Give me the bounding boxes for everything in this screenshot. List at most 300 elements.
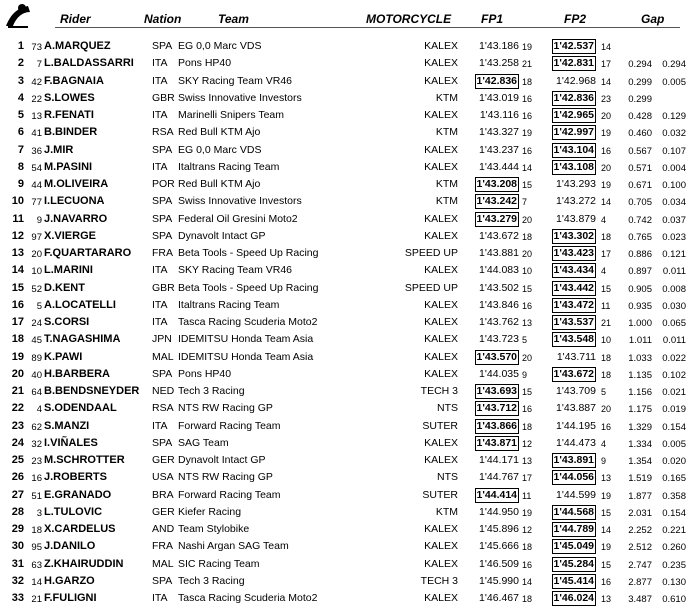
cell-lap2: 14 [601,42,612,52]
table-row [0,55,690,72]
cell-nation: JPN [152,333,172,346]
table-row [0,297,690,314]
cell-gap1: 1.000 [628,318,652,329]
cell-moto: NTS [437,471,458,484]
cell-pos: 23 [11,419,24,432]
cell-moto: KALEX [424,557,458,570]
cell-gap1: 0.299 [628,93,652,105]
cell-fp1: 1'43.444 [479,160,519,173]
cell-nation: ITA [152,419,168,432]
cell-fp2: 1'42.965 [553,109,594,121]
cell-lap2: 19 [601,128,612,139]
cell-lap1: 9 [522,369,528,380]
cell-fp2: 1'44.568 [553,505,594,518]
cell-nation: SPA [152,436,173,449]
cell-lap1: 11 [522,490,532,501]
cell-moto: KALEX [424,74,458,87]
cell-rider: S.LOWES [44,91,95,104]
table-row [0,469,690,486]
cell-lap1: 16 [522,145,533,156]
header-gap: Gap [641,12,665,26]
cell-lap2: 21 [601,318,612,328]
cell-rider: H.GARZO [44,574,95,587]
cell-gap2: 0.023 [662,231,686,243]
cell-lap2: 14 [601,525,612,535]
cell-num: 44 [31,180,42,191]
cell-pos: 32 [11,574,24,587]
cell-team: Beta Tools - Speed Up Racing [178,281,319,294]
table-row [0,331,690,348]
cell-gap1: 1.354 [628,456,652,467]
cell-team: NTS RW Racing GP [178,402,273,415]
table-row [0,159,690,176]
cell-nation: FRA [152,540,173,553]
cell-nation: GER [152,454,175,466]
table-row [0,193,690,210]
table-row [0,435,690,452]
cell-rider: F.FULIGNI [44,592,97,604]
cell-pos: 1 [17,40,24,52]
cell-gap1: 0.742 [628,214,652,226]
cell-fp1: 1'43.237 [479,143,519,156]
cell-rider: K.PAWI [44,350,83,363]
table-row [0,521,690,538]
cell-nation: GBR [152,91,175,104]
cell-num: 52 [31,283,42,295]
cell-gap2: 0.102 [662,369,686,381]
cell-pos: 24 [11,436,24,449]
cell-team: Tech 3 Racing [178,574,245,587]
cell-team: Dynavolt Intact GP [178,454,266,466]
cell-num: 95 [31,542,42,554]
cell-fp2: 1'43.887 [556,402,596,415]
cell-num: 4 [36,404,42,416]
table-row [0,573,690,590]
cell-num: 21 [31,594,42,605]
cell-fp1: 1'43.242 [476,195,517,208]
cell-gap2: 0.165 [662,473,686,485]
cell-pos: 29 [11,523,24,535]
cell-rider: S.ODENDAAL [44,402,117,415]
cell-num: 54 [31,162,42,174]
cell-team: Red Bull KTM Ajo [178,126,261,139]
cell-pos: 30 [11,540,24,553]
cell-fp2: 1'46.024 [553,592,594,604]
cell-pos: 12 [11,229,24,242]
cell-lap1: 12 [522,525,533,535]
cell-num: 77 [31,197,42,209]
cell-gap1: 1.877 [628,490,652,502]
cell-gap1: 0.460 [628,128,652,140]
table-header [0,0,690,28]
cell-gap1: 0.567 [628,145,652,157]
cell-team: Pons HP40 [178,367,232,380]
cell-fp2: 1'42.831 [553,57,594,70]
cell-moto: SPEED UP [404,247,458,259]
cell-num: 22 [31,93,42,105]
cell-rider: M.PASINI [44,160,93,173]
table-row [0,383,690,400]
cell-gap2: 0.034 [662,197,686,209]
cell-gap1: 1.175 [628,404,652,416]
cell-num: 64 [31,387,42,398]
cell-lap2: 4 [601,266,607,277]
cell-fp2: 1'44.195 [556,419,596,432]
cell-num: 10 [31,266,42,278]
cell-nation: MAL [152,350,174,363]
cell-fp1: 1'44.767 [479,471,519,484]
cell-nation: NED [152,385,175,397]
cell-team: Tech 3 Racing [178,385,245,397]
cell-pos: 6 [17,126,24,139]
cell-pos: 3 [17,74,24,87]
cell-num: 32 [31,438,42,450]
cell-fp1: 1'43.116 [479,109,519,121]
cell-nation: POR [152,178,175,190]
table-row [0,90,690,107]
cell-lap2: 23 [601,93,612,104]
cell-lap2: 19 [601,542,612,553]
table-row [0,107,690,124]
cell-rider: L.TULOVIC [44,505,103,518]
cell-lap1: 20 [522,214,533,225]
cell-gap1: 1.334 [628,438,652,450]
header-team: Team [218,12,249,26]
cell-num: 73 [31,42,42,53]
cell-nation: RSA [152,402,174,415]
cell-fp1: 1'43.208 [476,178,517,190]
cell-lap1: 14 [522,576,533,587]
cell-pos: 10 [11,195,24,208]
cell-gap1: 2.031 [628,507,652,519]
cell-fp1: 1'43.019 [479,91,519,104]
cell-lap1: 13 [522,456,533,466]
cell-team: Tasca Racing Scuderia Moto2 [178,316,318,328]
table-row [0,262,690,279]
cell-gap1: 1.011 [628,335,652,347]
cell-pos: 8 [17,160,24,173]
cell-moto: KALEX [424,540,458,553]
cell-lap2: 13 [601,473,612,484]
cell-gap1: 0.299 [628,76,652,88]
cell-lap1: 18 [522,542,533,553]
cell-lap2: 16 [601,145,612,156]
cell-lap2: 15 [601,283,612,294]
cell-lap1: 16 [522,559,533,570]
cell-gap1: 0.705 [628,197,652,209]
cell-rider: T.NAGASHIMA [44,333,121,346]
cell-team: Team Stylobike [178,523,250,535]
cell-fp1: 1'43.258 [479,57,519,70]
cell-gap2: 0.130 [662,576,686,588]
cell-fp2: 1'43.302 [553,229,594,242]
cell-num: 63 [31,559,42,571]
cell-gap2: 0.005 [662,76,686,88]
cell-fp2: 1'43.108 [553,160,594,173]
cell-gap2: 0.235 [662,559,686,571]
cell-moto: NTS [437,402,458,415]
cell-pos: 31 [11,557,24,570]
cell-team: EG 0,0 Marc VDS [178,143,262,156]
cell-lap1: 13 [522,318,533,328]
cell-moto: KTM [435,505,458,518]
cell-num: 5 [36,300,42,312]
cell-fp1: 1'42.836 [476,74,517,87]
cell-pos: 21 [11,385,24,397]
cell-nation: SPA [152,367,173,380]
table-row [0,38,690,55]
cell-gap2: 0.021 [662,387,686,398]
cell-rider: B.BENDSNEYDER [44,385,140,397]
cell-lap2: 16 [601,421,612,432]
table-row [0,314,690,331]
cell-gap2: 0.030 [662,300,686,312]
cell-num: 9 [36,214,42,226]
cell-lap2: 18 [601,369,612,380]
cell-lap1: 19 [522,507,533,518]
cell-team: Red Bull KTM Ajo [178,178,261,190]
cell-fp2: 1'43.423 [553,247,594,259]
cell-lap2: 20 [601,111,612,121]
table-row [0,73,690,90]
cell-moto: KTM [435,91,458,104]
cell-nation: FRA [152,247,173,259]
cell-nation: ITA [152,74,168,87]
cell-gap1: 0.294 [628,59,652,71]
cell-fp2: 1'43.104 [553,143,594,156]
cell-fp1: 1'43.846 [479,298,519,311]
cell-lap2: 5 [601,387,607,397]
cell-gap1: 1.135 [628,369,652,381]
cell-fp1: 1'44.083 [479,264,519,277]
cell-fp2: 1'43.537 [553,316,594,328]
table-row [0,124,690,141]
cell-team: Nashi Argan SAG Team [178,540,289,553]
cell-moto: KALEX [424,160,458,173]
cell-lap1: 5 [522,335,528,346]
cell-gap2: 0.005 [662,438,686,450]
cell-team: Tasca Racing Scuderia Moto2 [178,592,318,604]
cell-pos: 17 [11,316,24,328]
cell-lap2: 11 [601,300,611,311]
cell-moto: KALEX [424,436,458,449]
cell-team: Forward Racing Team [178,419,281,432]
cell-nation: ITA [152,298,168,311]
table-row [0,366,690,383]
cell-lap2: 15 [601,507,612,518]
cell-team: Beta Tools - Speed Up Racing [178,247,319,259]
cell-fp2: 1'43.442 [553,281,594,294]
table-row [0,538,690,555]
cell-fp2: 1'42.537 [553,40,594,52]
cell-rider: X.VIERGE [44,229,96,242]
cell-lap2: 4 [601,438,607,449]
cell-lap2: 19 [601,180,612,190]
cell-fp1: 1'43.866 [476,419,517,432]
cell-lap1: 19 [522,42,533,52]
cell-rider: D.KENT [44,281,85,294]
cell-rider: M.OLIVEIRA [44,178,109,190]
cell-gap2: 0.610 [662,594,686,605]
cell-pos: 16 [11,298,24,311]
cell-moto: TECH 3 [420,385,458,397]
cell-moto: KALEX [424,212,458,225]
table-row [0,228,690,245]
cell-fp1: 1'46.509 [479,557,519,570]
cell-moto: KALEX [424,367,458,380]
cell-nation: ITA [152,592,168,604]
cell-fp1: 1'45.666 [479,540,519,553]
cell-fp2: 1'43.548 [553,333,594,346]
header-fp2: FP2 [564,12,587,26]
cell-pos: 19 [11,350,24,363]
cell-lap1: 18 [522,231,533,242]
cell-num: 7 [36,59,42,71]
cell-gap2: 0.019 [662,404,686,416]
cell-fp1: 1'43.327 [479,126,519,139]
cell-rider: I.VIÑALES [44,436,98,449]
cell-rider: F.QUARTARARO [44,247,132,259]
cell-pos: 11 [12,212,24,225]
cell-rider: L.BALDASSARRI [44,57,134,70]
cell-gap1: 0.935 [628,300,652,312]
cell-gap2: 0.011 [662,335,686,347]
cell-moto: TECH 3 [420,574,458,587]
cell-fp1: 1'46.467 [479,592,519,604]
cell-pos: 14 [11,264,24,277]
cell-fp1: 1'43.672 [479,229,519,242]
cell-nation: BRA [152,488,174,501]
cell-gap2: 0.008 [662,283,686,295]
cell-moto: KALEX [424,592,458,604]
cell-lap1: 19 [522,128,533,139]
cell-team: NTS RW Racing GP [178,471,273,484]
cell-fp2: 1'43.891 [553,454,594,466]
cell-fp1: 1'44.414 [476,488,517,501]
cell-gap1: 1.519 [628,473,652,485]
cell-rider: L.MARINI [44,264,93,277]
cell-lap1: 18 [522,421,533,432]
header-motorcycle: MOTORCYCLE [366,12,452,26]
cell-nation: SPA [152,574,173,587]
cell-fp2: 1'45.049 [553,540,594,553]
cell-lap2: 4 [601,214,607,225]
cell-lap1: 14 [522,162,533,173]
cell-moto: KALEX [424,350,458,363]
cell-num: 18 [31,525,42,536]
cell-rider: R.FENATI [44,109,94,121]
cell-lap1: 16 [522,300,533,311]
cell-num: 62 [31,421,42,433]
cell-gap2: 0.100 [662,180,686,191]
cell-nation: AND [152,523,175,535]
cell-lap2: 10 [601,335,612,346]
cell-gap2: 0.121 [662,249,686,260]
cell-moto: SUTER [422,419,458,432]
cell-gap2: 0.107 [662,145,686,157]
cell-nation: ITA [152,160,168,173]
cell-nation: GBR [152,281,175,294]
cell-rider: X.CARDELUS [44,523,116,535]
cell-fp2: 1'42.997 [553,126,594,139]
cell-rider: M.SCHROTTER [44,454,125,466]
cell-gap1: 0.671 [628,180,652,191]
cell-pos: 33 [11,592,24,604]
cell-num: 42 [31,76,42,88]
cell-gap2: 0.154 [662,421,686,433]
cell-lap2: 14 [601,197,612,208]
cell-pos: 22 [11,402,24,415]
motorcycle-rider-icon [4,2,32,28]
table-row [0,556,690,573]
cell-lap2: 14 [601,76,612,87]
cell-nation: ITA [152,316,168,328]
cell-fp1: 1'43.712 [476,402,517,415]
cell-fp2: 1'45.284 [553,557,594,570]
cell-team: Italtrans Racing Team [178,298,280,311]
cell-fp1: 1'43.871 [476,436,517,449]
cell-lap1: 20 [522,352,533,363]
cell-moto: KTM [435,195,458,208]
table-row [0,400,690,417]
cell-team: Dynavolt Intact GP [178,229,266,242]
cell-fp2: 1'43.672 [553,367,594,380]
cell-gap1: 0.897 [628,266,652,278]
cell-fp1: 1'43.502 [479,281,519,294]
header-divider [55,27,680,28]
cell-num: 97 [31,231,42,243]
cell-fp2: 1'43.709 [556,385,596,397]
cell-team: SAG Team [178,436,229,449]
cell-team: Swiss Innovative Investors [178,91,302,104]
cell-num: 24 [31,318,42,329]
cell-lap1: 15 [522,387,533,397]
table-row [0,418,690,435]
cell-gap2: 0.020 [662,456,686,467]
table-row [0,245,690,262]
cell-pos: 5 [17,109,24,121]
cell-num: 40 [31,369,42,381]
cell-gap2: 0.032 [662,128,686,140]
cell-nation: RSA [152,126,174,139]
cell-fp2: 1'43.293 [556,178,596,190]
cell-moto: KALEX [424,298,458,311]
cell-gap1: 2.747 [628,559,652,571]
cell-moto: KALEX [424,264,458,277]
table-row [0,349,690,366]
cell-lap2: 20 [601,404,612,415]
cell-nation: SPA [152,229,173,242]
cell-team: IDEMITSU Honda Team Asia [178,350,314,363]
table-row [0,487,690,504]
header-nation: Nation [144,12,182,26]
cell-nation: ITA [152,57,168,70]
cell-fp1: 1'44.950 [479,505,519,518]
cell-pos: 15 [11,281,24,294]
cell-rider: F.BAGNAIA [44,74,104,87]
cell-nation: GER [152,505,175,518]
cell-fp1: 1'43.881 [479,247,519,259]
cell-gap1: 1.033 [628,352,652,364]
cell-rider: J.ROBERTS [44,471,107,484]
cell-rider: A.MARQUEZ [44,40,111,52]
cell-fp2: 1'43.272 [556,195,596,208]
cell-moto: KALEX [424,454,458,466]
cell-gap2: 0.022 [662,352,686,364]
cell-moto: SUTER [422,488,458,501]
cell-gap1: 1.156 [628,387,652,398]
cell-num: 51 [31,490,42,502]
